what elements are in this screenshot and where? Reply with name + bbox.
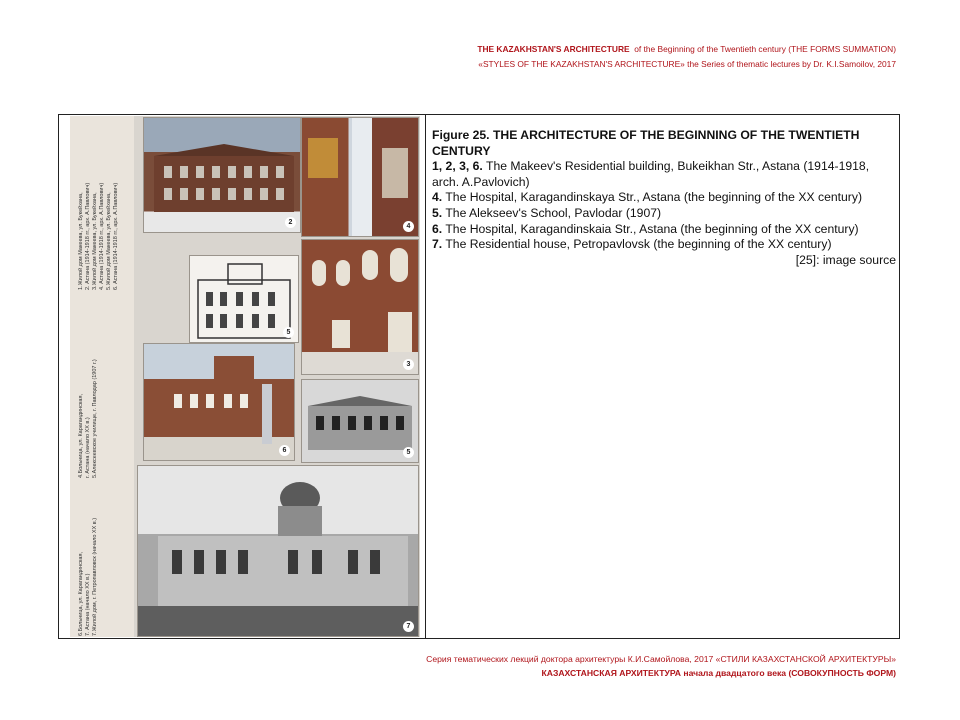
header-title-rest: of the Beginning of the Twentieth century (THE FORMS SUMMATION) [634, 44, 896, 54]
header-line-1 [477, 42, 896, 57]
photo-number-badge: 4 [403, 221, 414, 232]
plate-caption-3: 6.Больница, ул. Карагандинская, 7. Астана (начало XX в.) 7.Жилой дом, г. Петропавловск (начало XX в.) [78, 517, 98, 636]
figure-item-label: 4. [432, 190, 443, 205]
photo-number-badge: 2 [285, 217, 296, 228]
figure-item-text: The Hospital, Karagandinskaya Str., Astana (the beginning of the XX century) [445, 190, 862, 205]
figure-item-label: 6. [432, 221, 443, 236]
figure-item-text: The Makeev's Residential building, Bukeikhan Str., Astana (1914-1918, arch. A.Pavlovich) [432, 159, 870, 189]
figure-item-3 [432, 206, 896, 222]
brick-building-drawing [144, 118, 300, 232]
figure-item-4 [432, 222, 896, 238]
plate-caption-2: 4.Больница, ул. Карагандинская, г. Астана (начало XX в.) 5.Алексеевское училище, г. Павлодар (1907 г.) [78, 359, 98, 478]
figure-item-label: 7. [432, 237, 443, 252]
photo-number-badge: 5 [283, 327, 294, 338]
facade-drawing [302, 240, 418, 374]
hospital-photo [144, 344, 294, 460]
footer-line-2: КАЗАХСТАНСКАЯ АРХИТЕКТУРА начала двадцатого века (СОВОКУПНОСТЬ ФОРМ) [541, 668, 896, 678]
photo-number-badge: 7 [403, 621, 414, 632]
figure-item-text: The Alekseev's School, Pavlodar (1907) [445, 205, 662, 220]
hospital-drawing [144, 344, 294, 460]
entrance-drawing [302, 118, 418, 236]
header-title-bold: THE KAZAKHSTAN'S ARCHITECTURE [477, 44, 630, 54]
figure-item-text: The Residential house, Petropavlovsk (the beginning of the XX century) [445, 237, 832, 252]
figure-item-text: The Hospital, Karagandinskaia Str., Astana (the beginning of the XX century) [445, 221, 859, 236]
figure-item-5 [432, 237, 896, 253]
brick-building-photo [144, 118, 300, 232]
figure-item-label: 1, 2, 3, 6. [432, 159, 483, 174]
building-entrance-photo [302, 118, 418, 236]
photo-number-badge: 3 [403, 359, 414, 370]
image-source: [25]: image source [795, 252, 896, 267]
figure-item-2 [432, 190, 896, 206]
figure-item-label: 5. [432, 205, 443, 220]
slide-footer [426, 652, 896, 680]
footer-line-1: Серия тематических лекций доктора архитектуры К.И.Самойлова, 2017 «СТИЛИ КАЗАХСТАНСКОЙ АРХИТЕКТУРЫ» [426, 654, 896, 664]
figure-title: Figure 25. THE ARCHITECTURE OF THE BEGINNING OF THE TWENTIETH CENTURY [432, 128, 860, 158]
photo-number-badge: 6 [279, 445, 290, 456]
residential-house-photo [138, 466, 418, 636]
brick-facade-photo [302, 240, 418, 374]
frame-divider [425, 114, 426, 639]
figure-caption [432, 128, 896, 268]
school-bw-photo [302, 380, 418, 462]
slide-header [477, 42, 896, 72]
residential-drawing [138, 466, 418, 636]
school-bw-drawing [302, 380, 418, 462]
figure-item-1 [432, 159, 896, 190]
school-sketch [190, 256, 298, 342]
photo-number-badge: 5 [403, 447, 414, 458]
school-drawing-photo [190, 256, 298, 342]
plate-caption-1: 1.Жилой дом Макеева, ул. Букейхана, 2. Астана (1914-1918 гг., арх. А.Павлович) 3.Жилой дом Макеева, ул. Букейхана, 4. Астана (1914-1918 гг., арх. А.Павлович) 5.Жилой дом Макеева, ул. Букейхана, 6. Астана (1914-1918 гг., арх. А.Павлович) [78, 182, 119, 290]
header-line-2: «STYLES OF THE KAZAKHSTAN'S ARCHITECTURE» the Series of thematic lectures by Dr. K.I.Samoilov, 2017 [478, 59, 896, 69]
